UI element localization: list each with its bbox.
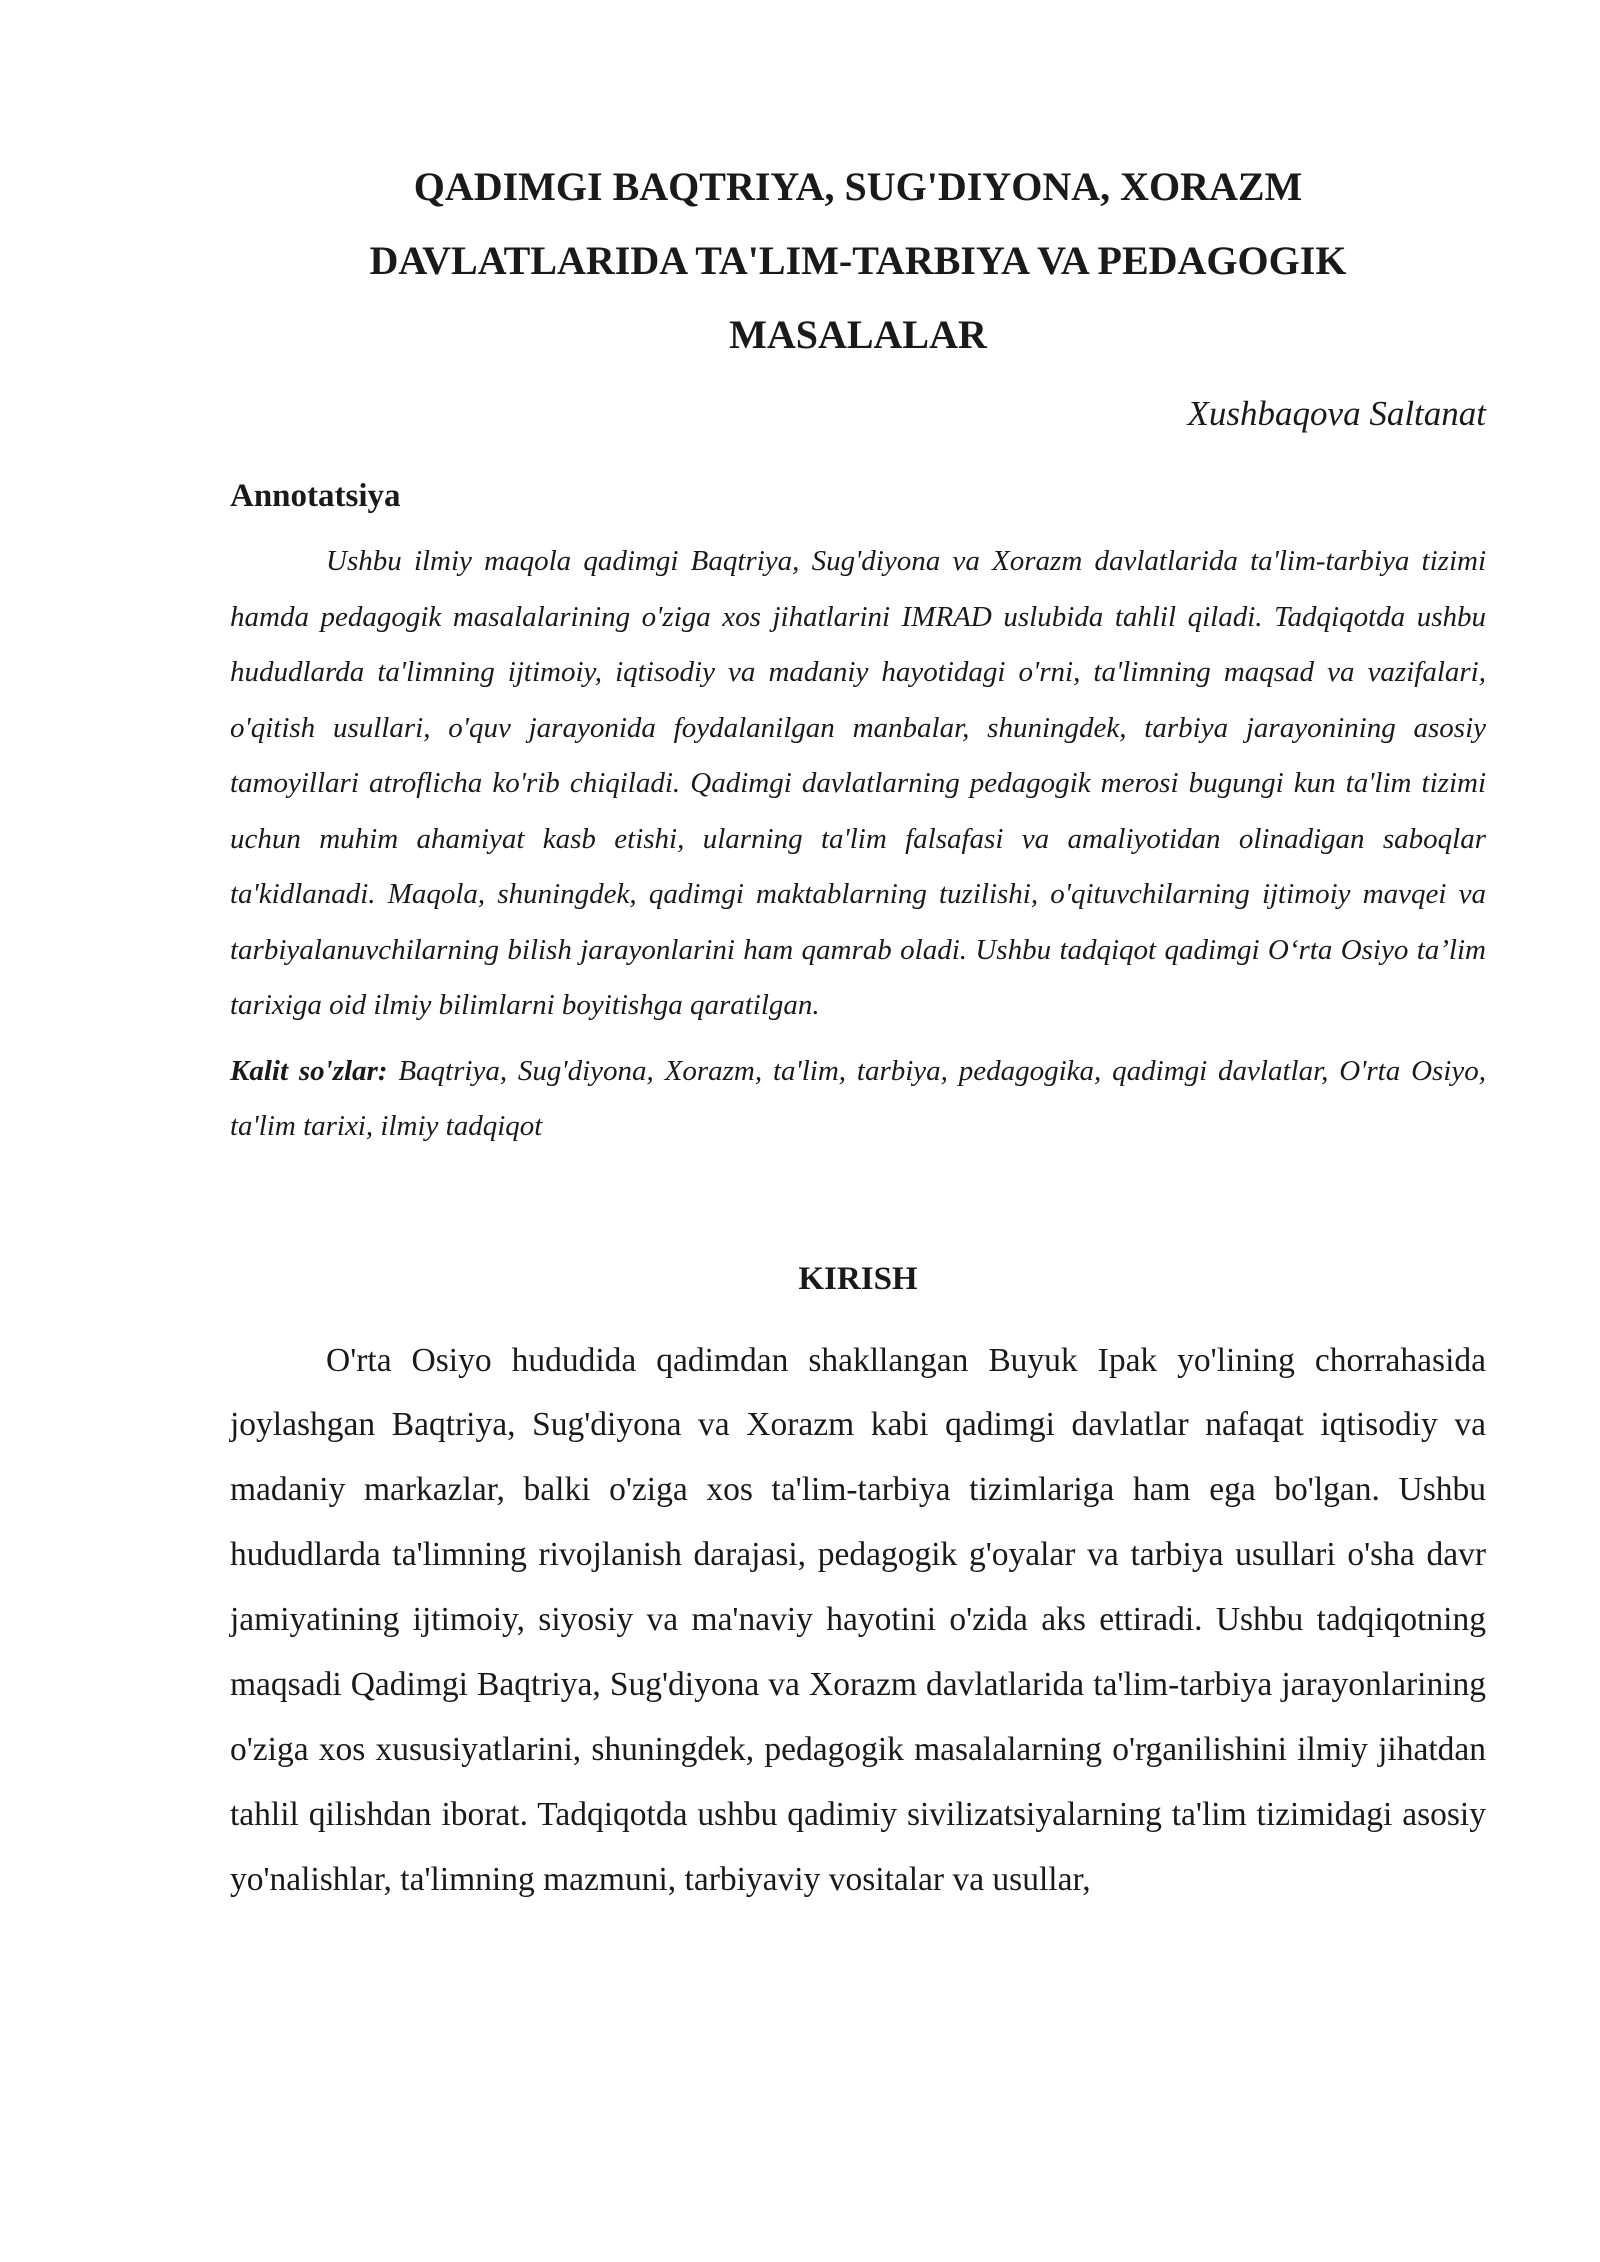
keywords-list: Baqtriya, Sug'diyona, Xorazm, ta'lim, tarbiya, pedagogika, qadimgi davlatlar, O'rta Osiyo, ta'lim tarixi, ilmiy tadqiqot [230, 1054, 1486, 1142]
annotation-text: Ushbu ilmiy maqola qadimgi Baqtriya, Sug'diyona va Xorazm davlatlarida ta'lim-tarbiya tizimi hamda pedagogik masalalarining o'ziga xos jihatlarini IMRAD uslubida tahlil qiladi. Tadqiqotda ushbu hududlarda ta'limning ijtimoiy, iqtisodiy va madaniy hayotidagi o'rni, ta'limning maqsad va vazifalari, o'qitish usullari, o'quv jarayonida foydalanilgan manbalar, shuningdek, tarbiya jarayonining asosiy tamoyillari atroflicha ko'rib chiqiladi. Qadimgi davlatlarning pedagogik merosi bugungi kun ta'lim tizimi uchun muhim ahamiyat kasb etishi, ularning ta'lim falsafasi va amaliyotidan olinadigan saboqlar ta'kidlanadi. Maqola, shuningdek, qadimgi maktablarning tuzilishi, o'qituvchilarning ijtimoiy mavqei va tarbiyalanuvchilarning bilish jarayonlarini ham qamrab oladi. Ushbu tadqiqot qadimgi O‘rta Osiyo ta’lim tarixiga oid ilmiy bilimlarni boyitishga qaratilgan. [230, 545, 1486, 1021]
keywords-paragraph [230, 1044, 1486, 1155]
title-line-1: QADIMGI BAQTRIYA, SUG'DIYONA, XORAZM [413, 164, 1303, 209]
author-name: Xushbaqova Saltanat [1187, 394, 1486, 433]
article-title [230, 150, 1486, 372]
annotation-heading: Annotatsiya [230, 478, 401, 514]
title-line-2: DAVLATLARIDA TA'LIM-TARBIYA VA PEDAGOGIK [369, 238, 1347, 283]
title-line-3: MASALALAR [729, 312, 987, 357]
introduction-heading: KIRISH [798, 1260, 918, 1297]
keywords-label: Kalit so'zlar: [230, 1054, 388, 1087]
document-page [230, 150, 1486, 1913]
introduction-text: O'rta Osiyo hududida qadimdan shakllangan Buyuk Ipak yo'lining chorrahasida joylashgan Baqtriya, Sug'diyona va Xorazm kabi qadimgi davlatlar nafaqat iqtisodiy va madaniy markazlar, balki o'ziga xos ta'lim-tarbiya tizimlariga ham ega bo'lgan. Ushbu hududlarda ta'limning rivojlanish darajasi, pedagogik g'oyalar va tarbiya usullari o'sha davr jamiyatining ijtimoiy, siyosiy va ma'naviy hayotini o'zida aks ettiradi. Ushbu tadqiqotning maqsadi Qadimgi Baqtriya, Sug'diyona va Xorazm davlatlarida ta'lim-tarbiya jarayonlarining o'ziga xos xususiyatlarini, shuningdek, pedagogik masalalarning o'rganilishini ilmiy jihatdan tahlil qilishdan iborat. Tadqiqotda ushbu qadimiy sivilizatsiyalarning ta'lim tizimidagi asosiy yo'nalishlar, ta'limning mazmuni, tarbiyaviy vositalar va usullar, [230, 1341, 1486, 1898]
